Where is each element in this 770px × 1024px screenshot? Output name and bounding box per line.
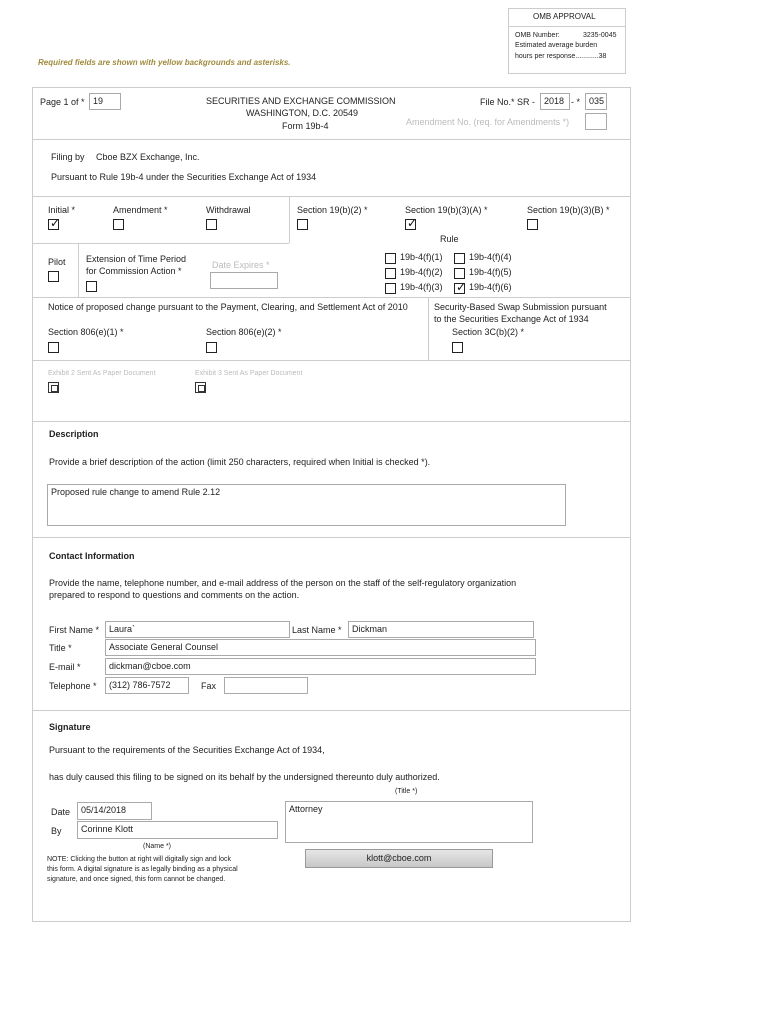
date-expires-label: Date Expires * [212,260,270,270]
section-19b3b-label: Section 19(b)(3)(B) * [527,205,610,215]
name-caption: (Name *) [143,843,172,850]
title-label: Title * [49,643,72,653]
extension-line2: for Commission Action * [86,266,182,276]
by-label: By [51,826,62,836]
page-of-label: Page 1 of * [40,97,85,107]
withdrawal-label: Withdrawal [206,205,251,215]
section-19b3b-checkbox[interactable] [527,219,538,230]
rule-f4-label: 19b-4(f)(4) [469,252,512,262]
first-name-input[interactable]: Laura` [105,621,290,638]
file-year-input[interactable]: 2018 [540,93,570,110]
amendment-input[interactable] [585,113,607,130]
description-heading: Description [49,429,99,439]
exhibit3-paper-icon[interactable] [195,382,206,393]
swap-line1: Security-Based Swap Submission pursuant [434,302,607,312]
section-19b2-checkbox[interactable] [297,219,308,230]
rule-f1-checkbox[interactable] [385,253,396,264]
section-3c-checkbox[interactable] [452,342,463,353]
agency-city: WASHINGTON, D.C. 20549 [246,108,359,118]
section-3c-label: Section 3C(b)(2) * [452,327,525,337]
exhibit2-label: Exhibit 2 Sent As Paper Document [48,370,156,377]
last-name-label: Last Name * [292,625,342,635]
section-19b2-label: Section 19(b)(2) * [297,205,368,215]
signature-heading: Signature [49,722,91,732]
first-name-label: First Name * [49,625,100,635]
telephone-input[interactable]: (312) 786-7572 [105,677,189,694]
by-input[interactable]: Corinne Klott [77,821,278,839]
signature-pursuant: Pursuant to the requirements of the Securities Exchange Act of 1934, [49,745,325,755]
file-no-label: File No.* SR - [480,97,536,107]
initial-checkbox[interactable] [48,219,59,230]
last-name-input[interactable]: Dickman [348,621,534,638]
title-input[interactable]: Associate General Counsel [105,639,536,656]
amendment-label: Amendment No. (req. for Amendments *) [406,117,570,127]
withdrawal-checkbox[interactable] [206,219,217,230]
fax-label: Fax [201,681,217,691]
section-806e2-checkbox[interactable] [206,342,217,353]
signature-caused: has duly caused this filing to be signed on its behalf by the undersigned thereunto duly authorized. [49,772,440,782]
rule-f4-checkbox[interactable] [454,253,465,264]
pursuant-rule: Pursuant to Rule 19b-4 under the Securities Exchange Act of 1934 [51,172,317,182]
section-806e1-checkbox[interactable] [48,342,59,353]
email-input[interactable]: dickman@cboe.com [105,658,536,675]
description-instructions: Provide a brief description of the action (limit 250 characters, required when Initial is checked *). [49,457,431,467]
note-line1: NOTE: Clicking the button at right will digitally sign and lock [47,856,232,863]
amendment-type-label: Amendment * [113,205,168,215]
section-19b3a-label: Section 19(b)(3)(A) * [405,205,488,215]
digital-sign-button[interactable]: klott@cboe.com [305,849,493,868]
contact-heading: Contact Information [49,551,135,561]
rule-f1-label: 19b-4(f)(1) [400,252,443,262]
signatory-title-input[interactable]: Attorney [285,801,533,843]
rule-f5-label: 19b-4(f)(5) [469,267,512,277]
section-806e2-label: Section 806(e)(2) * [206,327,282,337]
exhibit3-label: Exhibit 3 Sent As Paper Document [195,370,303,377]
rule-f2-checkbox[interactable] [385,268,396,279]
omb-number: 3235-0045 [583,32,617,39]
initial-label: Initial * [48,205,76,215]
fax-input[interactable] [224,677,308,694]
section-806e1-label: Section 806(e)(1) * [48,327,124,337]
title-caption: (Title *) [395,788,418,795]
rule-f3-label: 19b-4(f)(3) [400,282,443,292]
pilot-label: Pilot [48,257,66,267]
filer-name: Cboe BZX Exchange, Inc. [96,152,200,162]
rule-f5-checkbox[interactable] [454,268,465,279]
omb-approval-box [508,8,626,74]
date-label: Date [51,807,71,817]
contact-instructions-line1: Provide the name, telephone number, and e-mail address of the person on the staff of the self-regulatory organization [49,578,517,588]
date-expires-input[interactable] [210,272,278,289]
form-name: Form 19b-4 [282,121,329,131]
extension-line1: Extension of Time Period [86,254,187,264]
email-label: E-mail * [49,662,81,672]
omb-number-label: OMB Number: [515,32,560,39]
rule-f6-label: 19b-4(f)(6) [469,282,512,292]
amendment-checkbox[interactable] [113,219,124,230]
note-line2: this form. A digital signature is as legally binding as a physical [47,866,238,873]
extension-checkbox[interactable] [86,281,97,292]
exhibit2-paper-icon[interactable] [48,382,59,393]
omb-title: OMB APPROVAL [533,12,596,21]
section-19b3a-checkbox[interactable] [405,219,416,230]
filing-by-label: Filing by [51,152,85,162]
date-input[interactable]: 05/14/2018 [77,802,152,820]
file-number-input[interactable]: 035 [585,93,607,110]
note-line3: signature, and once signed, this form cannot be changed. [47,876,226,883]
pilot-checkbox[interactable] [48,271,59,282]
agency-name: SECURITIES AND EXCHANGE COMMISSION [206,96,396,106]
omb-burden-line2: hours per response............38 [515,53,607,60]
payment-notice: Notice of proposed change pursuant to the Payment, Clearing, and Settlement Act of 2010 [48,302,408,312]
rule-label: Rule [440,234,459,244]
telephone-label: Telephone * [49,681,97,691]
description-textarea[interactable]: Proposed rule change to amend Rule 2.12 [47,484,566,526]
rule-f2-label: 19b-4(f)(2) [400,267,443,277]
omb-burden-line1: Estimated average burden [515,42,598,49]
file-dash: - * [571,97,580,107]
required-note: Required fields are shown with yellow backgrounds and asterisks. [38,58,291,67]
rule-f3-checkbox[interactable] [385,283,396,294]
swap-line2: to the Securities Exchange Act of 1934 [434,314,589,324]
contact-instructions-line2: prepared to respond to questions and comments on the action. [49,590,300,600]
rule-f6-checkbox[interactable] [454,283,465,294]
page-total-input[interactable]: 19 [89,93,121,110]
